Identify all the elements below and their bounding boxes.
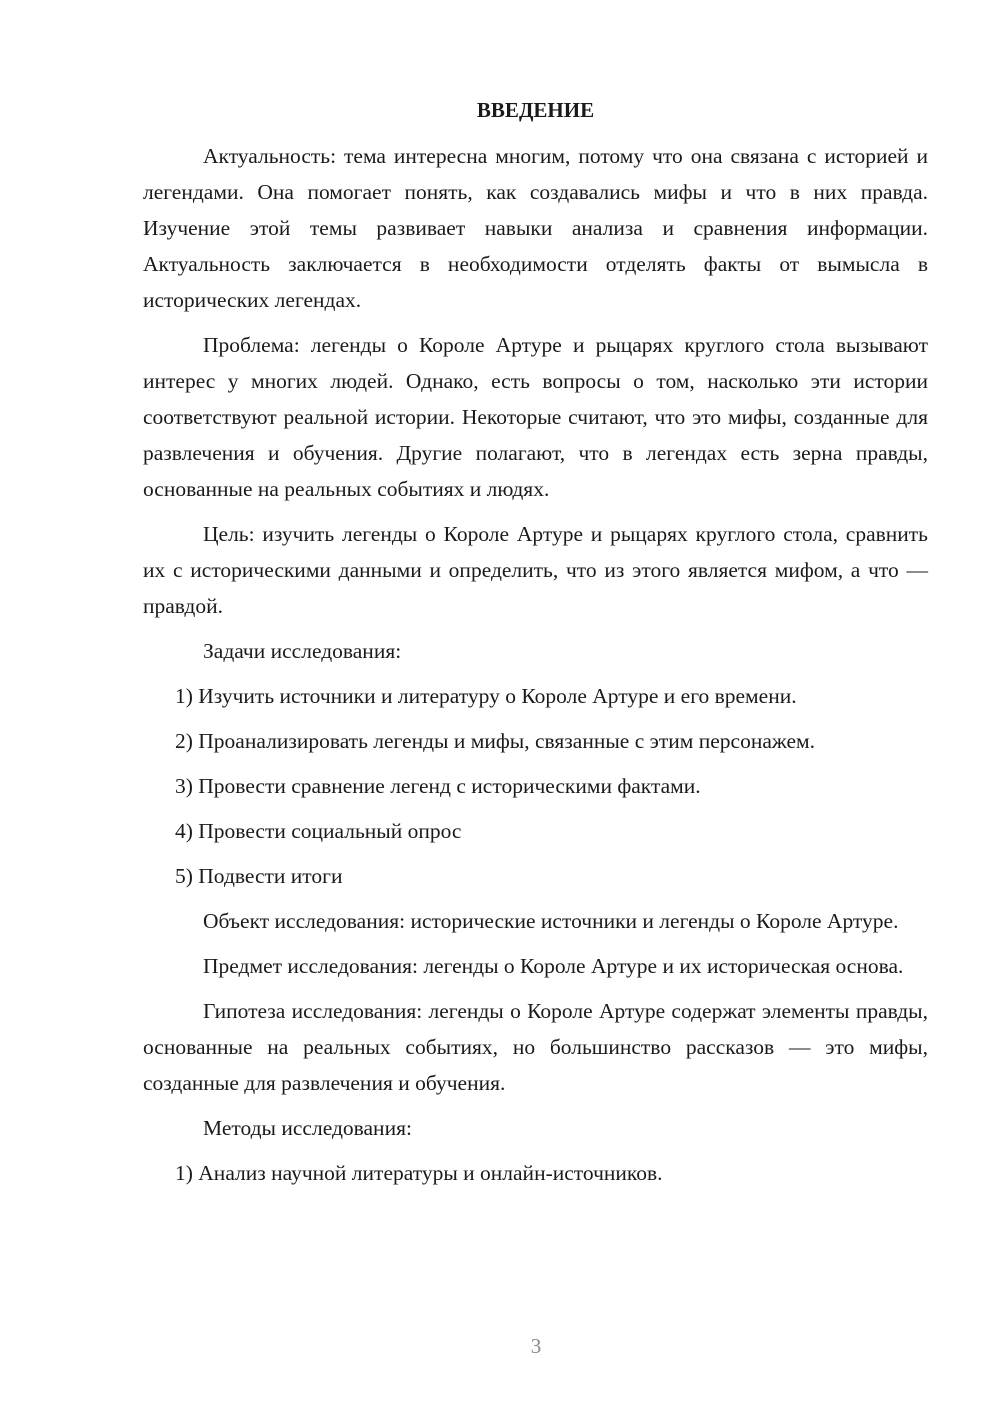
relevance-paragraph: Актуальность: тема интересна многим, потому что она связана с историей и легендами. Она помогает понять, как создавались мифы и что в них правда. Изучение этой темы развивает навыки анализа и сравнения информации. Актуальность заключается в необходимости отделять факты от вымысла в исторических легендах.	[143, 144, 928, 312]
list-item: 1) Анализ научной литературы и онлайн-источников.	[175, 1161, 663, 1185]
methods-heading: Методы исследования:	[203, 1116, 412, 1140]
tasks-list	[143, 678, 928, 894]
list-item: 1) Изучить источники и литературу о Короле Артуре и его времени.	[175, 684, 797, 708]
hypothesis-paragraph: Гипотеза исследования: легенды о Короле Артуре содержат элементы правды, основанные на реальных событиях, но большинство рассказов — это мифы, созданные для развлечения и обучения.	[143, 999, 928, 1095]
subject-paragraph: Предмет исследования: легенды о Короле Артуре и их историческая основа.	[203, 954, 904, 978]
page-title: ВВЕДЕНИЕ	[476, 98, 595, 122]
tasks-heading: Задачи исследования:	[203, 639, 402, 663]
list-item: 2) Проанализировать легенды и мифы, связанные с этим персонажем.	[175, 729, 815, 753]
document-page	[143, 92, 928, 1191]
methods-list	[143, 1155, 928, 1191]
object-paragraph: Объект исследования: исторические источники и легенды о Короле Артуре.	[203, 909, 899, 933]
goal-paragraph: Цель: изучить легенды о Короле Артуре и рыцарях круглого стола, сравнить их с историческими данными и определить, что из этого является мифом, а что — правдой.	[143, 522, 928, 618]
list-item: 4) Провести социальный опрос	[175, 819, 462, 843]
list-item: 3) Провести сравнение легенд с историческими фактами.	[175, 774, 701, 798]
problem-paragraph: Проблема: легенды о Короле Артуре и рыцарях круглого стола вызывают интерес у многих людей. Однако, есть вопросы о том, насколько эти истории соответствуют реальной истории. Некоторые считают, что это мифы, созданные для развлечения и обучения. Другие полагают, что в легендах есть зерна правды, основанные на реальных событиях и людях.	[143, 333, 928, 501]
list-item: 5) Подвести итоги	[175, 864, 343, 888]
page-number: 3	[530, 1334, 542, 1358]
